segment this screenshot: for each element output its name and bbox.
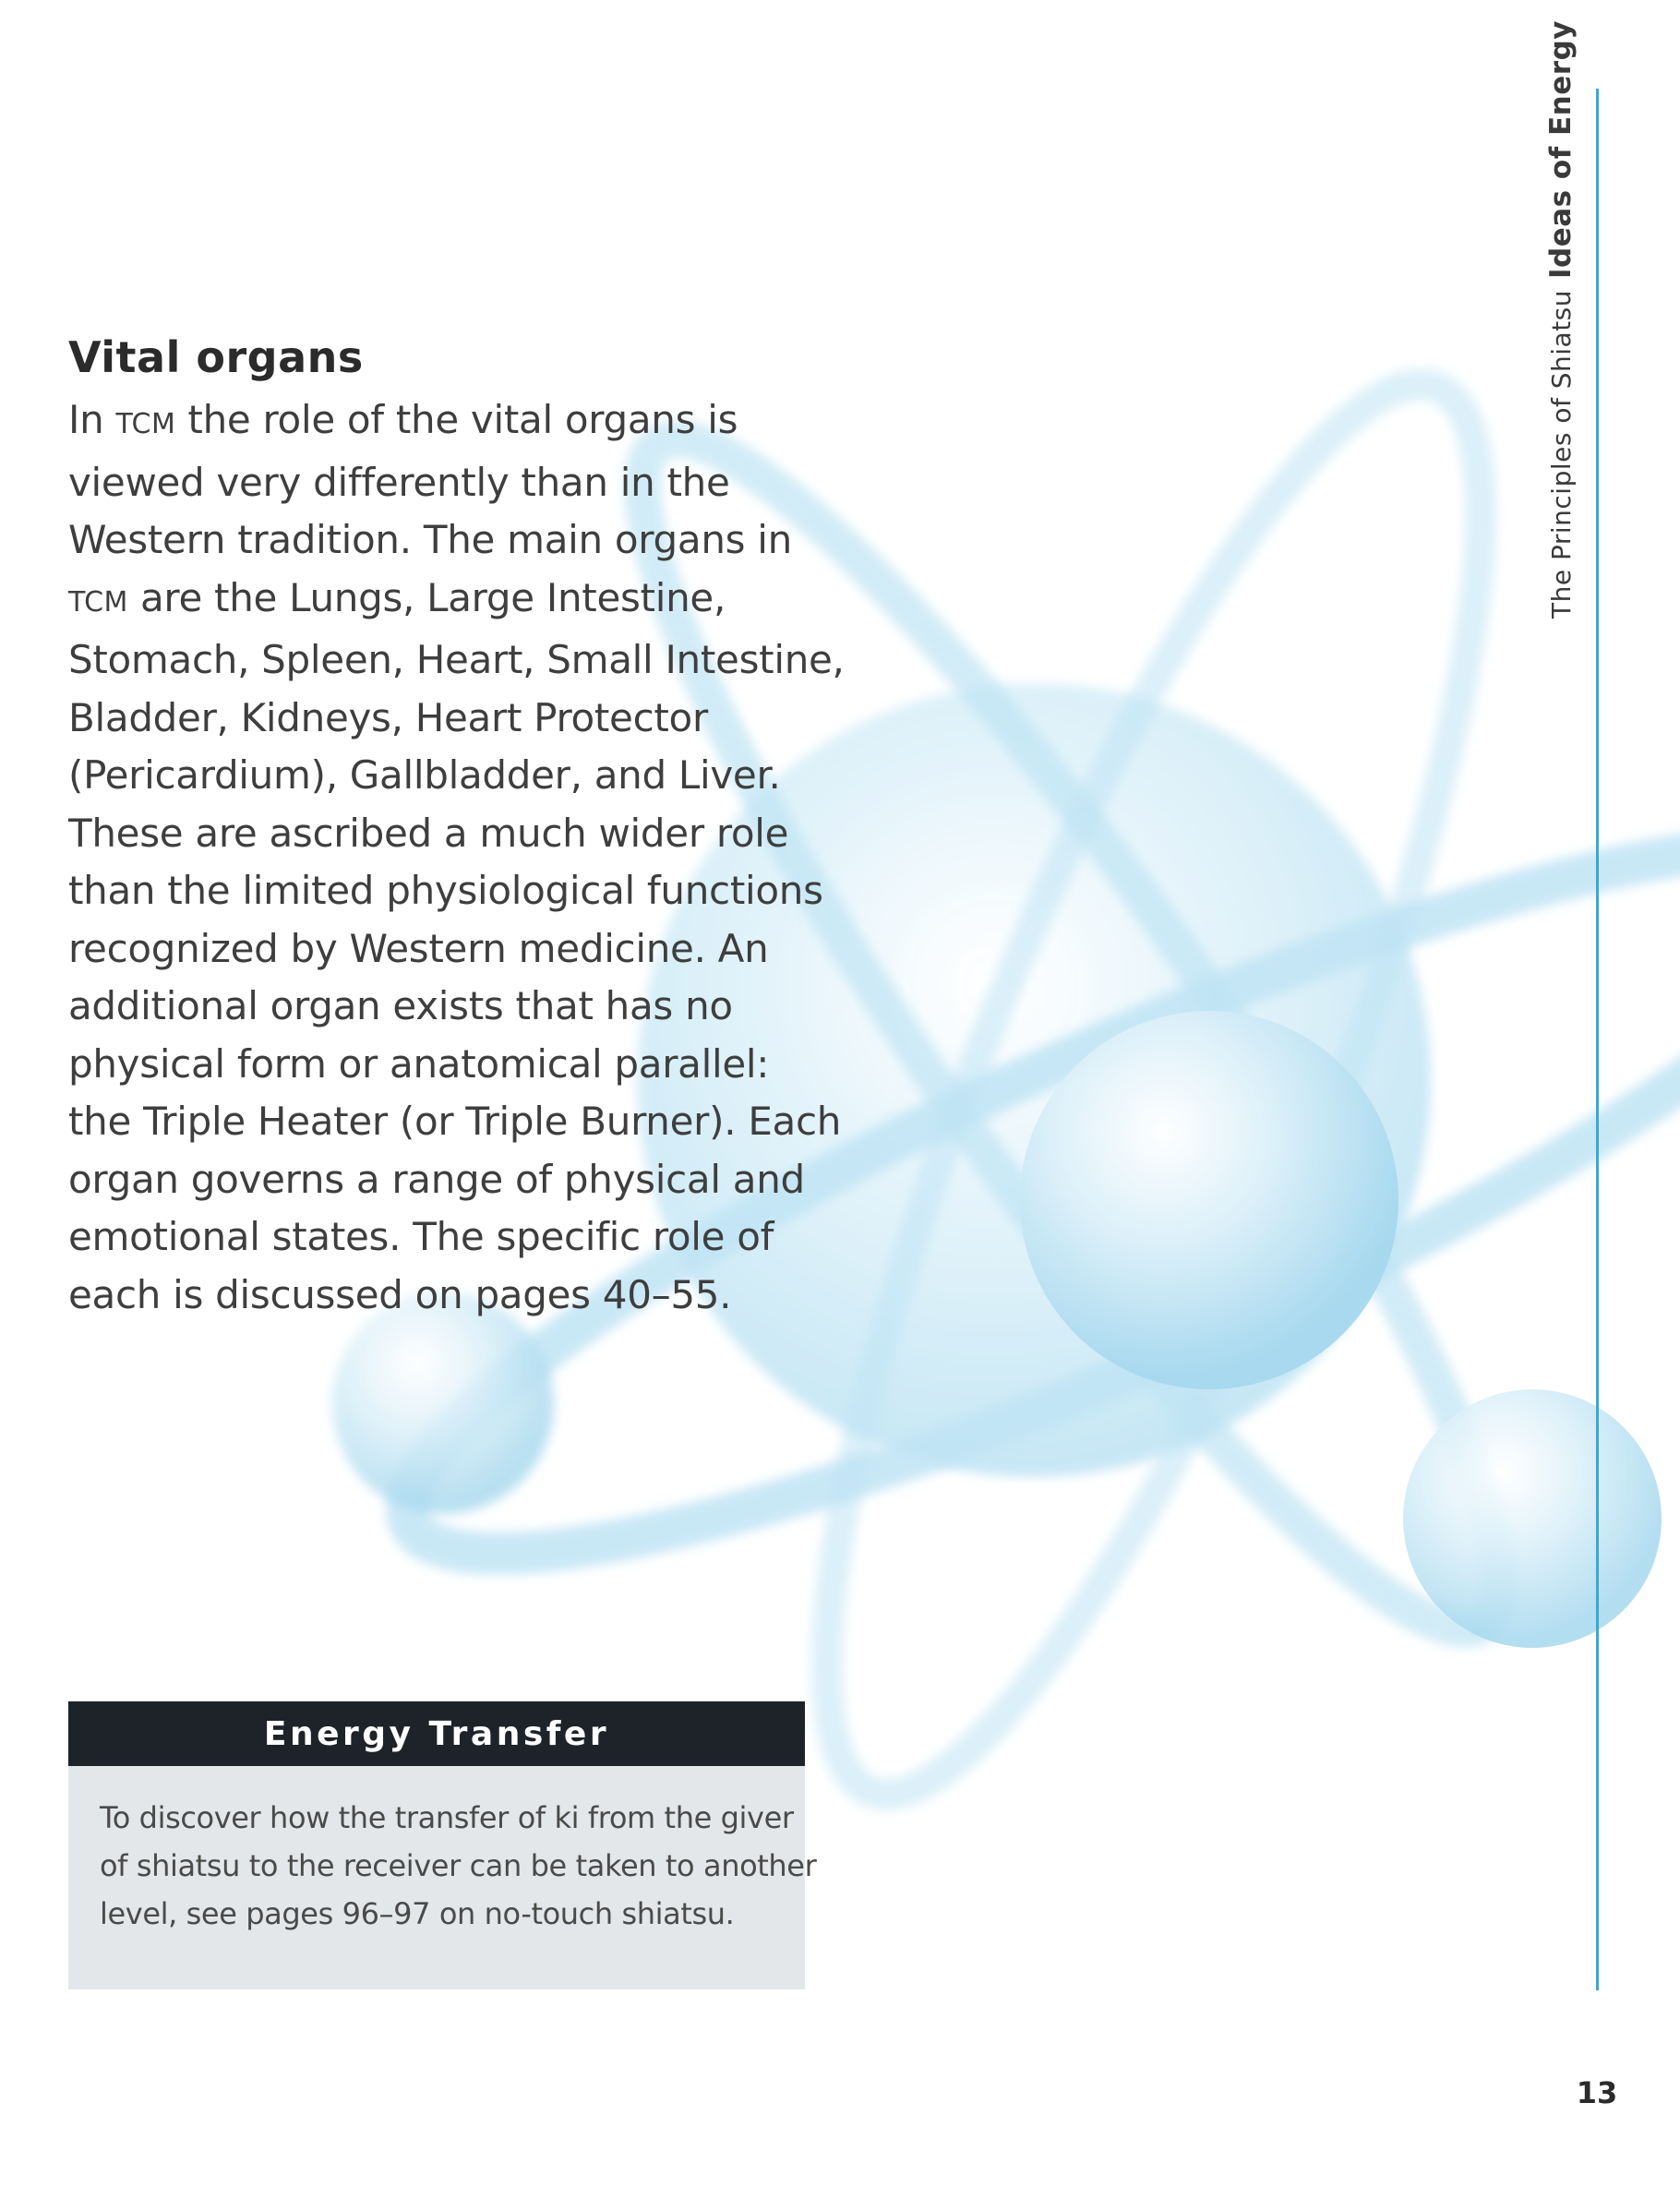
body-line [68, 747, 807, 805]
body-line [68, 391, 807, 454]
running-header-section: The Principles of Shiatsu [1546, 289, 1577, 619]
box-title: Energy Transfer [68, 1701, 805, 1766]
running-header-chapter: Ideas of Energy [1544, 20, 1578, 279]
text-run: (Pericardium), Gallbladder, and Liver. [68, 752, 781, 798]
body-line [68, 978, 807, 1036]
section-heading: Vital organs [68, 332, 364, 382]
text-run: These are ascribed a much wider role [68, 810, 789, 856]
text-run: each is discussed on pages 40–55. [68, 1271, 732, 1317]
text-run: recognized by Western medicine. An [68, 925, 769, 971]
box-line: of shiatsu to the receiver can be taken to another [100, 1848, 817, 1883]
margin-rule [1596, 89, 1599, 1990]
text-run: Bladder, Kidneys, Heart Protector [68, 694, 708, 740]
text-run: physical form or anatomical parallel: [68, 1040, 770, 1087]
text-run: organ governs a range of physical and [68, 1156, 805, 1202]
body-line [68, 631, 845, 690]
body-line [68, 570, 807, 632]
electron-sphere-left [332, 1292, 554, 1514]
text-run: than the limited physiological functions [68, 868, 823, 913]
text-run: the role of the vital organs is [175, 397, 738, 442]
text-run: additional organ exists that has no [68, 983, 733, 1028]
box-text [68, 1766, 817, 1938]
text-run: viewed very differently than in the [68, 459, 730, 505]
body-line [68, 1036, 807, 1094]
body-line [68, 1267, 807, 1325]
box-line: To discover how the transfer of ki from the giver [100, 1800, 794, 1835]
body-line [68, 1151, 807, 1209]
abbreviation-tcm: TCM [115, 408, 176, 440]
body-line [68, 805, 807, 863]
box-line: level, see pages 96–97 on no-touch shiatsu. [100, 1896, 735, 1931]
body-line [68, 862, 823, 920]
abbreviation-tcm: TCM [68, 585, 128, 619]
text-run: In [68, 397, 116, 442]
text-run: Stomach, Spleen, Heart, Small Intestine, [68, 637, 845, 682]
energy-transfer-box [68, 1701, 817, 1989]
body-line [68, 511, 807, 570]
running-header [1540, 20, 1582, 619]
body-line [68, 920, 807, 979]
page-number: 13 [1576, 2075, 1618, 2110]
body-line [68, 454, 807, 512]
body-line [68, 690, 807, 748]
body-paragraph [68, 391, 845, 1324]
body-line [68, 1208, 807, 1267]
text-run: Western tradition. The main organs in [68, 517, 792, 562]
electron-sphere-right [1403, 1389, 1662, 1648]
body-line [68, 1093, 842, 1151]
text-run: are the Lungs, Large Intestine, [127, 574, 726, 620]
text-run: the Triple Heater (or Triple Burner). Each [68, 1099, 842, 1144]
text-run: emotional states. The specific role of [68, 1214, 774, 1259]
electron-sphere-center [1020, 1011, 1398, 1389]
